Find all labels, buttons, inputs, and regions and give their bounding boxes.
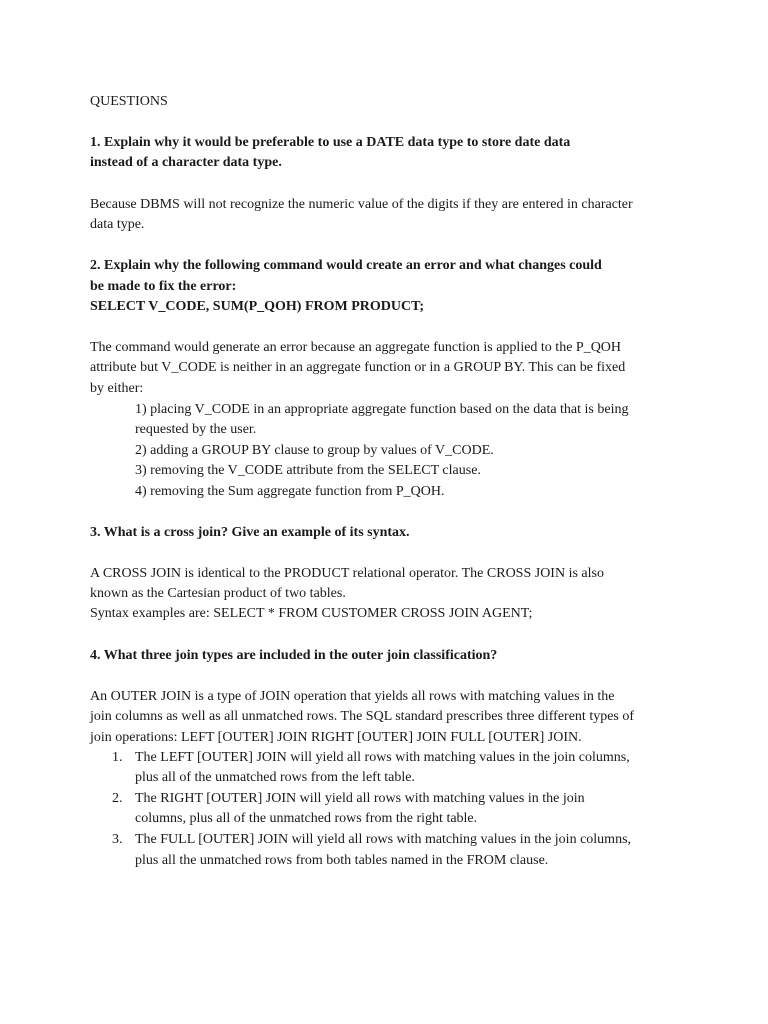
fix-item-1-line-1: 1) placing V_CODE in an appropriate aggregate function based on the data that is being xyxy=(135,402,629,417)
list-item-3-number: 3. xyxy=(112,832,123,847)
list-item-3-line-1: The FULL [OUTER] JOIN will yield all rows with matching values in the join columns, xyxy=(135,832,632,847)
page-heading: QUESTIONS xyxy=(90,94,168,109)
list-item-1-number: 1. xyxy=(112,750,123,765)
list-item-3-line-2: plus all the unmatched rows from both tables named in the FROM clause. xyxy=(135,853,549,868)
answer-3-line-1: A CROSS JOIN is identical to the PRODUCT relational operator. The CROSS JOIN is also xyxy=(90,566,604,581)
fix-item-2: 2) adding a GROUP BY clause to group by values of V_CODE. xyxy=(135,443,494,458)
answer-1-line-2: data type. xyxy=(90,217,145,232)
fix-item-4: 4) removing the Sum aggregate function from P_QOH. xyxy=(135,484,445,499)
question-1-line-2: instead of a character data type. xyxy=(90,155,282,170)
answer-3-line-2: known as the Cartesian product of two tables. xyxy=(90,586,346,601)
answer-3-syntax: Syntax examples are: SELECT * FROM CUSTOMER CROSS JOIN AGENT; xyxy=(90,606,533,621)
answer-4-line-1: An OUTER JOIN is a type of JOIN operation that yields all rows with matching values in the xyxy=(90,689,615,704)
answer-2-line-3: by either: xyxy=(90,381,144,396)
question-4: 4. What three join types are included in the outer join classification? xyxy=(90,648,498,663)
answer-2-line-1: The command would generate an error because an aggregate function is applied to the P_QOH xyxy=(90,340,622,355)
list-item-2-number: 2. xyxy=(112,791,123,806)
fix-item-3: 3) removing the V_CODE attribute from the SELECT clause. xyxy=(135,463,481,478)
list-item-1-line-1: The LEFT [OUTER] JOIN will yield all rows with matching values in the join columns, xyxy=(135,750,630,765)
list-item-2-line-1: The RIGHT [OUTER] JOIN will yield all rows with matching values in the join xyxy=(135,791,585,806)
answer-4-line-3: join operations: LEFT [OUTER] JOIN RIGHT [OUTER] JOIN FULL [OUTER] JOIN. xyxy=(90,730,582,745)
question-2-sql: SELECT V_CODE, SUM(P_QOH) FROM PRODUCT; xyxy=(90,299,425,314)
list-item-2-line-2: columns, plus all of the unmatched rows from the right table. xyxy=(135,811,478,826)
question-1-line-1: 1. Explain why it would be preferable to use a DATE data type to store date data xyxy=(90,135,571,150)
question-3: 3. What is a cross join? Give an example of its syntax. xyxy=(90,525,410,540)
question-2-line-1: 2. Explain why the following command would create an error and what changes could xyxy=(90,258,602,273)
list-item-1-line-2: plus all of the unmatched rows from the left table. xyxy=(135,770,415,785)
fix-item-1-line-2: requested by the user. xyxy=(135,422,257,437)
question-2-line-2: be made to fix the error: xyxy=(90,279,237,294)
answer-2-line-2: attribute but V_CODE is neither in an aggregate function or in a GROUP BY. This can be fixed xyxy=(90,360,626,375)
answer-1-line-1: Because DBMS will not recognize the numeric value of the digits if they are entered in character xyxy=(90,197,633,212)
answer-4-line-2: join columns as well as all unmatched rows. The SQL standard prescribes three different types of xyxy=(90,709,635,724)
